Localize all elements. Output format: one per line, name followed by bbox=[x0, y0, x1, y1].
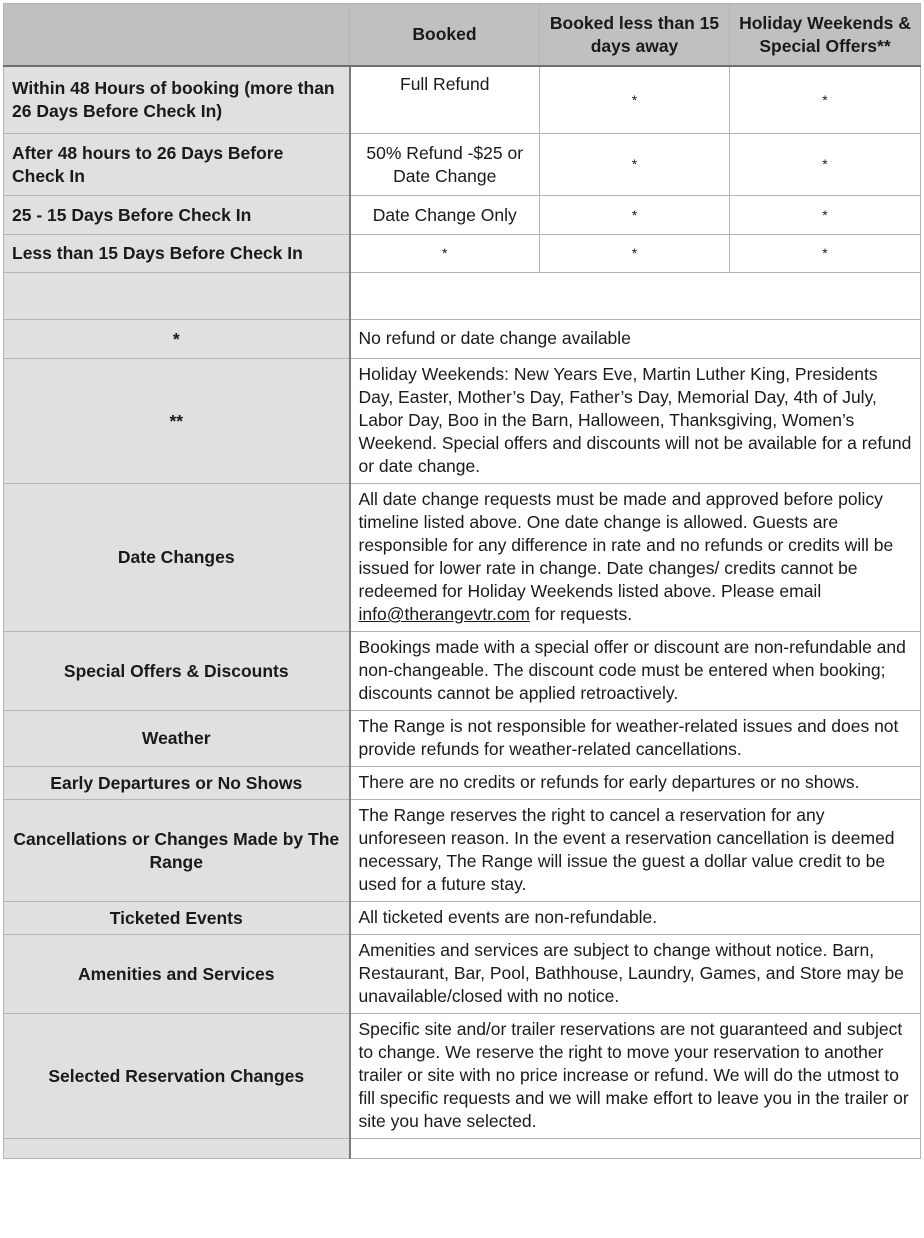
timeline-row bbox=[4, 134, 921, 196]
policy-text: Specific site and/or trailer reservations are not guaranteed and subject to change. We reserve the right to move your reservation to another trailer or site with no price increase or refund. We will do the utmost to fill specific requests and we will make effort to leave you in the trailer or site you have selected. bbox=[350, 1014, 921, 1139]
holiday-cell: * bbox=[730, 196, 921, 235]
policy-label: Special Offers & Discounts bbox=[4, 632, 350, 711]
policy-text: All ticketed events are non-refundable. bbox=[350, 902, 921, 935]
row-label: Less than 15 Days Before Check In bbox=[4, 235, 350, 273]
less-than-15-cell: * bbox=[540, 196, 730, 235]
timeline-row bbox=[4, 196, 921, 235]
holiday-cell: * bbox=[730, 134, 921, 196]
policy-label: Ticketed Events bbox=[4, 902, 350, 935]
timeline-row bbox=[4, 235, 921, 273]
email-link[interactable]: info@therangevtr.com bbox=[358, 604, 530, 624]
less-than-15-cell: * bbox=[540, 235, 730, 273]
row-label: After 48 hours to 26 Days Before Check In bbox=[4, 134, 350, 196]
policy-row bbox=[4, 767, 921, 800]
policy-row bbox=[4, 902, 921, 935]
policy-text: There are no credits or refunds for early departures or no shows. bbox=[350, 767, 921, 800]
policy-row bbox=[4, 359, 921, 484]
policy-text: Bookings made with a special offer or discount are non-refundable and non-changeable. The discount code must be entered when booking; discounts cannot be applied retroactively. bbox=[350, 632, 921, 711]
cutoff-label bbox=[4, 1139, 350, 1159]
refund-policy-table bbox=[3, 3, 921, 1159]
date-changes-text-before: All date change requests must be made and approved before policy timeline listed above. One date change is allowed. Guests are responsible for any difference in rate and no refunds or credits will be issued for lower rate in change. Date changes/ credits cannot be redeemed for Holiday Weekends listed above. Please email bbox=[358, 489, 894, 601]
holiday-cell: * bbox=[730, 235, 921, 273]
holiday-cell: * bbox=[730, 66, 921, 134]
spacer-cell bbox=[350, 273, 921, 320]
policy-row bbox=[4, 935, 921, 1014]
policy-label: Amenities and Services bbox=[4, 935, 350, 1014]
policy-label: Weather bbox=[4, 711, 350, 767]
policy-row bbox=[4, 1014, 921, 1139]
timeline-row bbox=[4, 66, 921, 134]
cutoff-cell bbox=[350, 1139, 921, 1159]
less-than-15-cell: * bbox=[540, 66, 730, 134]
policy-label: * bbox=[4, 320, 350, 359]
policy-text bbox=[350, 484, 921, 632]
policy-text: No refund or date change available bbox=[350, 320, 921, 359]
policy-row bbox=[4, 320, 921, 359]
policy-label: Selected Reservation Changes bbox=[4, 1014, 350, 1139]
date-changes-text-after: for requests. bbox=[529, 604, 633, 624]
policy-text: Amenities and services are subject to change without notice. Barn, Restaurant, Bar, Pool, Bathhouse, Laundry, Games, and Store may be unavailable/closed with no notice. bbox=[350, 935, 921, 1014]
policy-text: Holiday Weekends: New Years Eve, Martin Luther King, Presidents Day, Easter, Mother’s Day, Father’s Day, Memorial Day, 4th of July, Labor Day, Boo in the Barn, Halloween, Thanksgiving, Women’s Weekend. Special offers and discounts will not be available for a refund or date change. bbox=[350, 359, 921, 484]
header-corner bbox=[4, 4, 350, 67]
policy-text: The Range reserves the right to cancel a reservation for any unforeseen reason. In the event a reservation cancellation is deemed necessary, The Range will issue the guest a dollar value credit to be used for a future stay. bbox=[350, 800, 921, 902]
booked-cell: 50% Refund -$25 or Date Change bbox=[350, 134, 540, 196]
header-booked-less-than-15: Booked less than 15 days away bbox=[540, 4, 730, 67]
booked-cell: * bbox=[350, 235, 540, 273]
cutoff-row bbox=[4, 1139, 921, 1159]
policy-label: Cancellations or Changes Made by The Range bbox=[4, 800, 350, 902]
header-holiday-special: Holiday Weekends & Special Offers** bbox=[730, 4, 921, 67]
policy-label: ** bbox=[4, 359, 350, 484]
header-row bbox=[4, 4, 921, 67]
row-label: Within 48 Hours of booking (more than 26 Days Before Check In) bbox=[4, 66, 350, 134]
booked-cell: Date Change Only bbox=[350, 196, 540, 235]
policy-label: Early Departures or No Shows bbox=[4, 767, 350, 800]
policy-row bbox=[4, 632, 921, 711]
header-booked: Booked bbox=[350, 4, 540, 67]
policy-row bbox=[4, 484, 921, 632]
spacer-label bbox=[4, 273, 350, 320]
policy-row bbox=[4, 800, 921, 902]
policy-row bbox=[4, 711, 921, 767]
spacer-row bbox=[4, 273, 921, 320]
policy-text: The Range is not responsible for weather-related issues and does not provide refunds for weather-related cancellations. bbox=[350, 711, 921, 767]
row-label: 25 - 15 Days Before Check In bbox=[4, 196, 350, 235]
policy-label: Date Changes bbox=[4, 484, 350, 632]
less-than-15-cell: * bbox=[540, 134, 730, 196]
booked-cell: Full Refund bbox=[350, 66, 540, 134]
